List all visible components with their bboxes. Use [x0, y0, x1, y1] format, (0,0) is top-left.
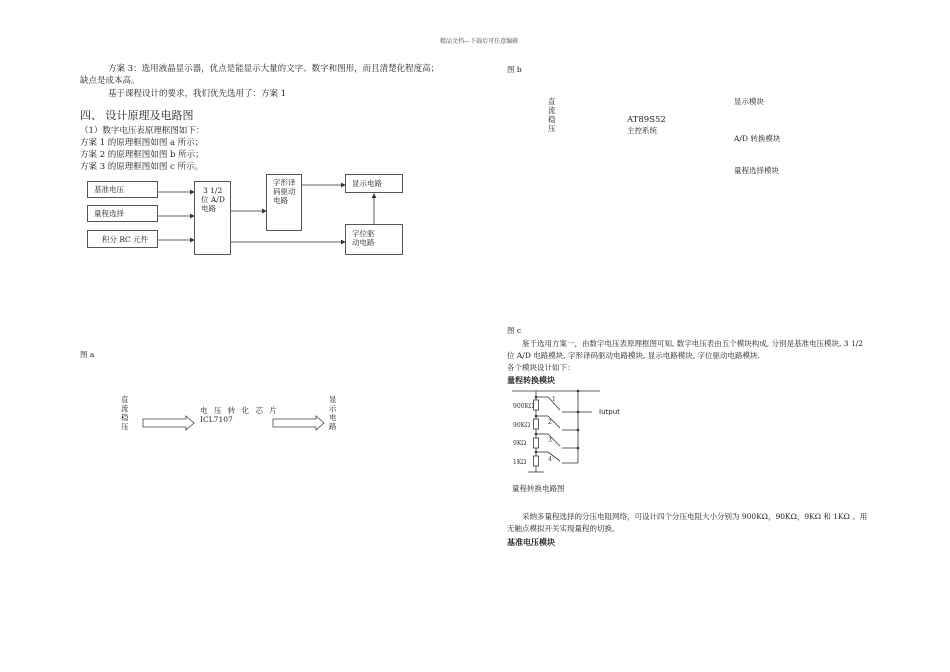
caption-figure-b: 图 b	[507, 65, 522, 74]
paragraph-modules-line1: 鉴于选用方案一，由数字电压表原理框图可知, 数字电压表由五个模块构成, 分别是基准电压模块, 3 1/2	[522, 339, 864, 348]
diagram-c-dc-1: 流	[548, 106, 556, 115]
diagram-b-display-1: 示	[329, 404, 337, 413]
box-decoder-line2: 码驱动	[273, 187, 296, 196]
heading-range-module: 量程转换模块	[507, 376, 555, 385]
page-header: 精品文档---下载后可任意编辑	[440, 38, 519, 45]
diagram-b-dc-1: 流	[121, 404, 129, 413]
paragraph-divider-line1: 采纳多量程选择的分压电阻网络，可设计四个分压电阻大小分别为 900KΩ，90KΩ，9KΩ 和 1KΩ 。用	[522, 512, 868, 521]
switch-3-label: 3	[548, 437, 552, 444]
diagram-c-ad-module: A/D 转换模块	[734, 134, 781, 143]
box-decoder-line3: 电路	[273, 196, 288, 205]
box-adc-line3: 电路	[201, 204, 216, 213]
box-display-label: 显示电路	[352, 179, 382, 188]
box-range-select-label: 量程选择	[94, 209, 124, 218]
line-scheme-b: 方案 2 的原理框图如图 b 所示；	[80, 150, 204, 160]
output-label: Iutput	[599, 408, 620, 416]
diagram-b-converter-chip: ICL7107	[200, 415, 233, 424]
resistor-r1-label: 900KΩ	[513, 403, 534, 410]
item1-text: （1）数字电压表原理框图如下：	[80, 126, 205, 136]
heading-ref-module: 基准电压模块	[507, 538, 555, 547]
box-decoder-line1: 字形译	[273, 178, 296, 187]
diagram-b-dc-0: 直	[121, 395, 129, 404]
diagram-b-display-2: 电	[329, 413, 337, 422]
resistor-r4-label: 1KΩ	[513, 459, 527, 466]
diagram-c-dc-2: 稳	[548, 115, 556, 124]
paragraph-scheme3-line2: 缺点是成本高。	[80, 76, 140, 86]
paragraph-divider-line2: 无触点模拟开关实现量程的切换。	[507, 524, 620, 533]
paragraph-scheme3-line1: 方案 3：选用液晶显示器，优点是能显示大量的文字、数字和图形，而且清楚化程度高；	[108, 64, 440, 74]
box-digit-driver-line2: 动电路	[352, 238, 375, 247]
box-adc-line1: 3 1/2	[203, 186, 223, 195]
diagram-c-range-module: 量程选择模块	[734, 166, 779, 175]
diagram-b-display-0: 显	[329, 395, 337, 404]
diagram-c-dc-3: 压	[548, 124, 556, 133]
diagram-b-dc-2: 稳	[121, 413, 129, 422]
switch-2-label: 2	[548, 419, 552, 426]
paragraph-modules-line2: 位 A/D 电路模块, 字形译码驱动电路模块, 显示电路模块, 字位驱动电路模块.	[507, 351, 760, 360]
diagram-b-dc-3: 压	[121, 422, 129, 431]
line-scheme-c: 方案 3 的原理框图如图 c 所示。	[80, 162, 203, 172]
paragraph-modules-line3: 各个模块设计如下：	[507, 363, 575, 372]
diagram-b-display-3: 路	[329, 422, 337, 431]
diagram-c-mcu-label: 主控系统	[627, 126, 657, 135]
diagram-c-display-module: 显示模块	[734, 97, 764, 106]
caption-figure-c: 图 c	[507, 326, 522, 335]
box-integrator-rc-label: 积分 RC 元件	[102, 235, 149, 244]
switch-4-label: 4	[548, 456, 552, 463]
resistor-r3-label: 9KΩ	[513, 440, 527, 447]
box-ref-voltage-label: 基准电压	[94, 185, 124, 194]
resistor-r2-label: 90KΩ	[513, 422, 531, 429]
paragraph-choice: 基于课程设计的要求，我们优先选用了：方案 1	[108, 89, 287, 99]
circuit-caption: 量程转换电路图	[512, 484, 565, 493]
section-title: 四、 设计原理及电路图	[80, 109, 194, 122]
line-scheme-a: 方案 1 的原理框图如图 a 所示；	[80, 138, 204, 148]
switch-1-label: 1	[552, 396, 556, 403]
caption-figure-a: 图 a	[80, 350, 95, 359]
diagram-b-converter-label: 电 压 转 化 芯 片	[200, 406, 279, 415]
box-digit-driver-line1: 字位驱	[352, 229, 375, 238]
box-adc-line2: 位 A/D	[201, 195, 225, 204]
diagram-c-mcu-name: AT89S52	[627, 115, 666, 125]
diagram-c-dc-0: 直	[548, 97, 556, 106]
